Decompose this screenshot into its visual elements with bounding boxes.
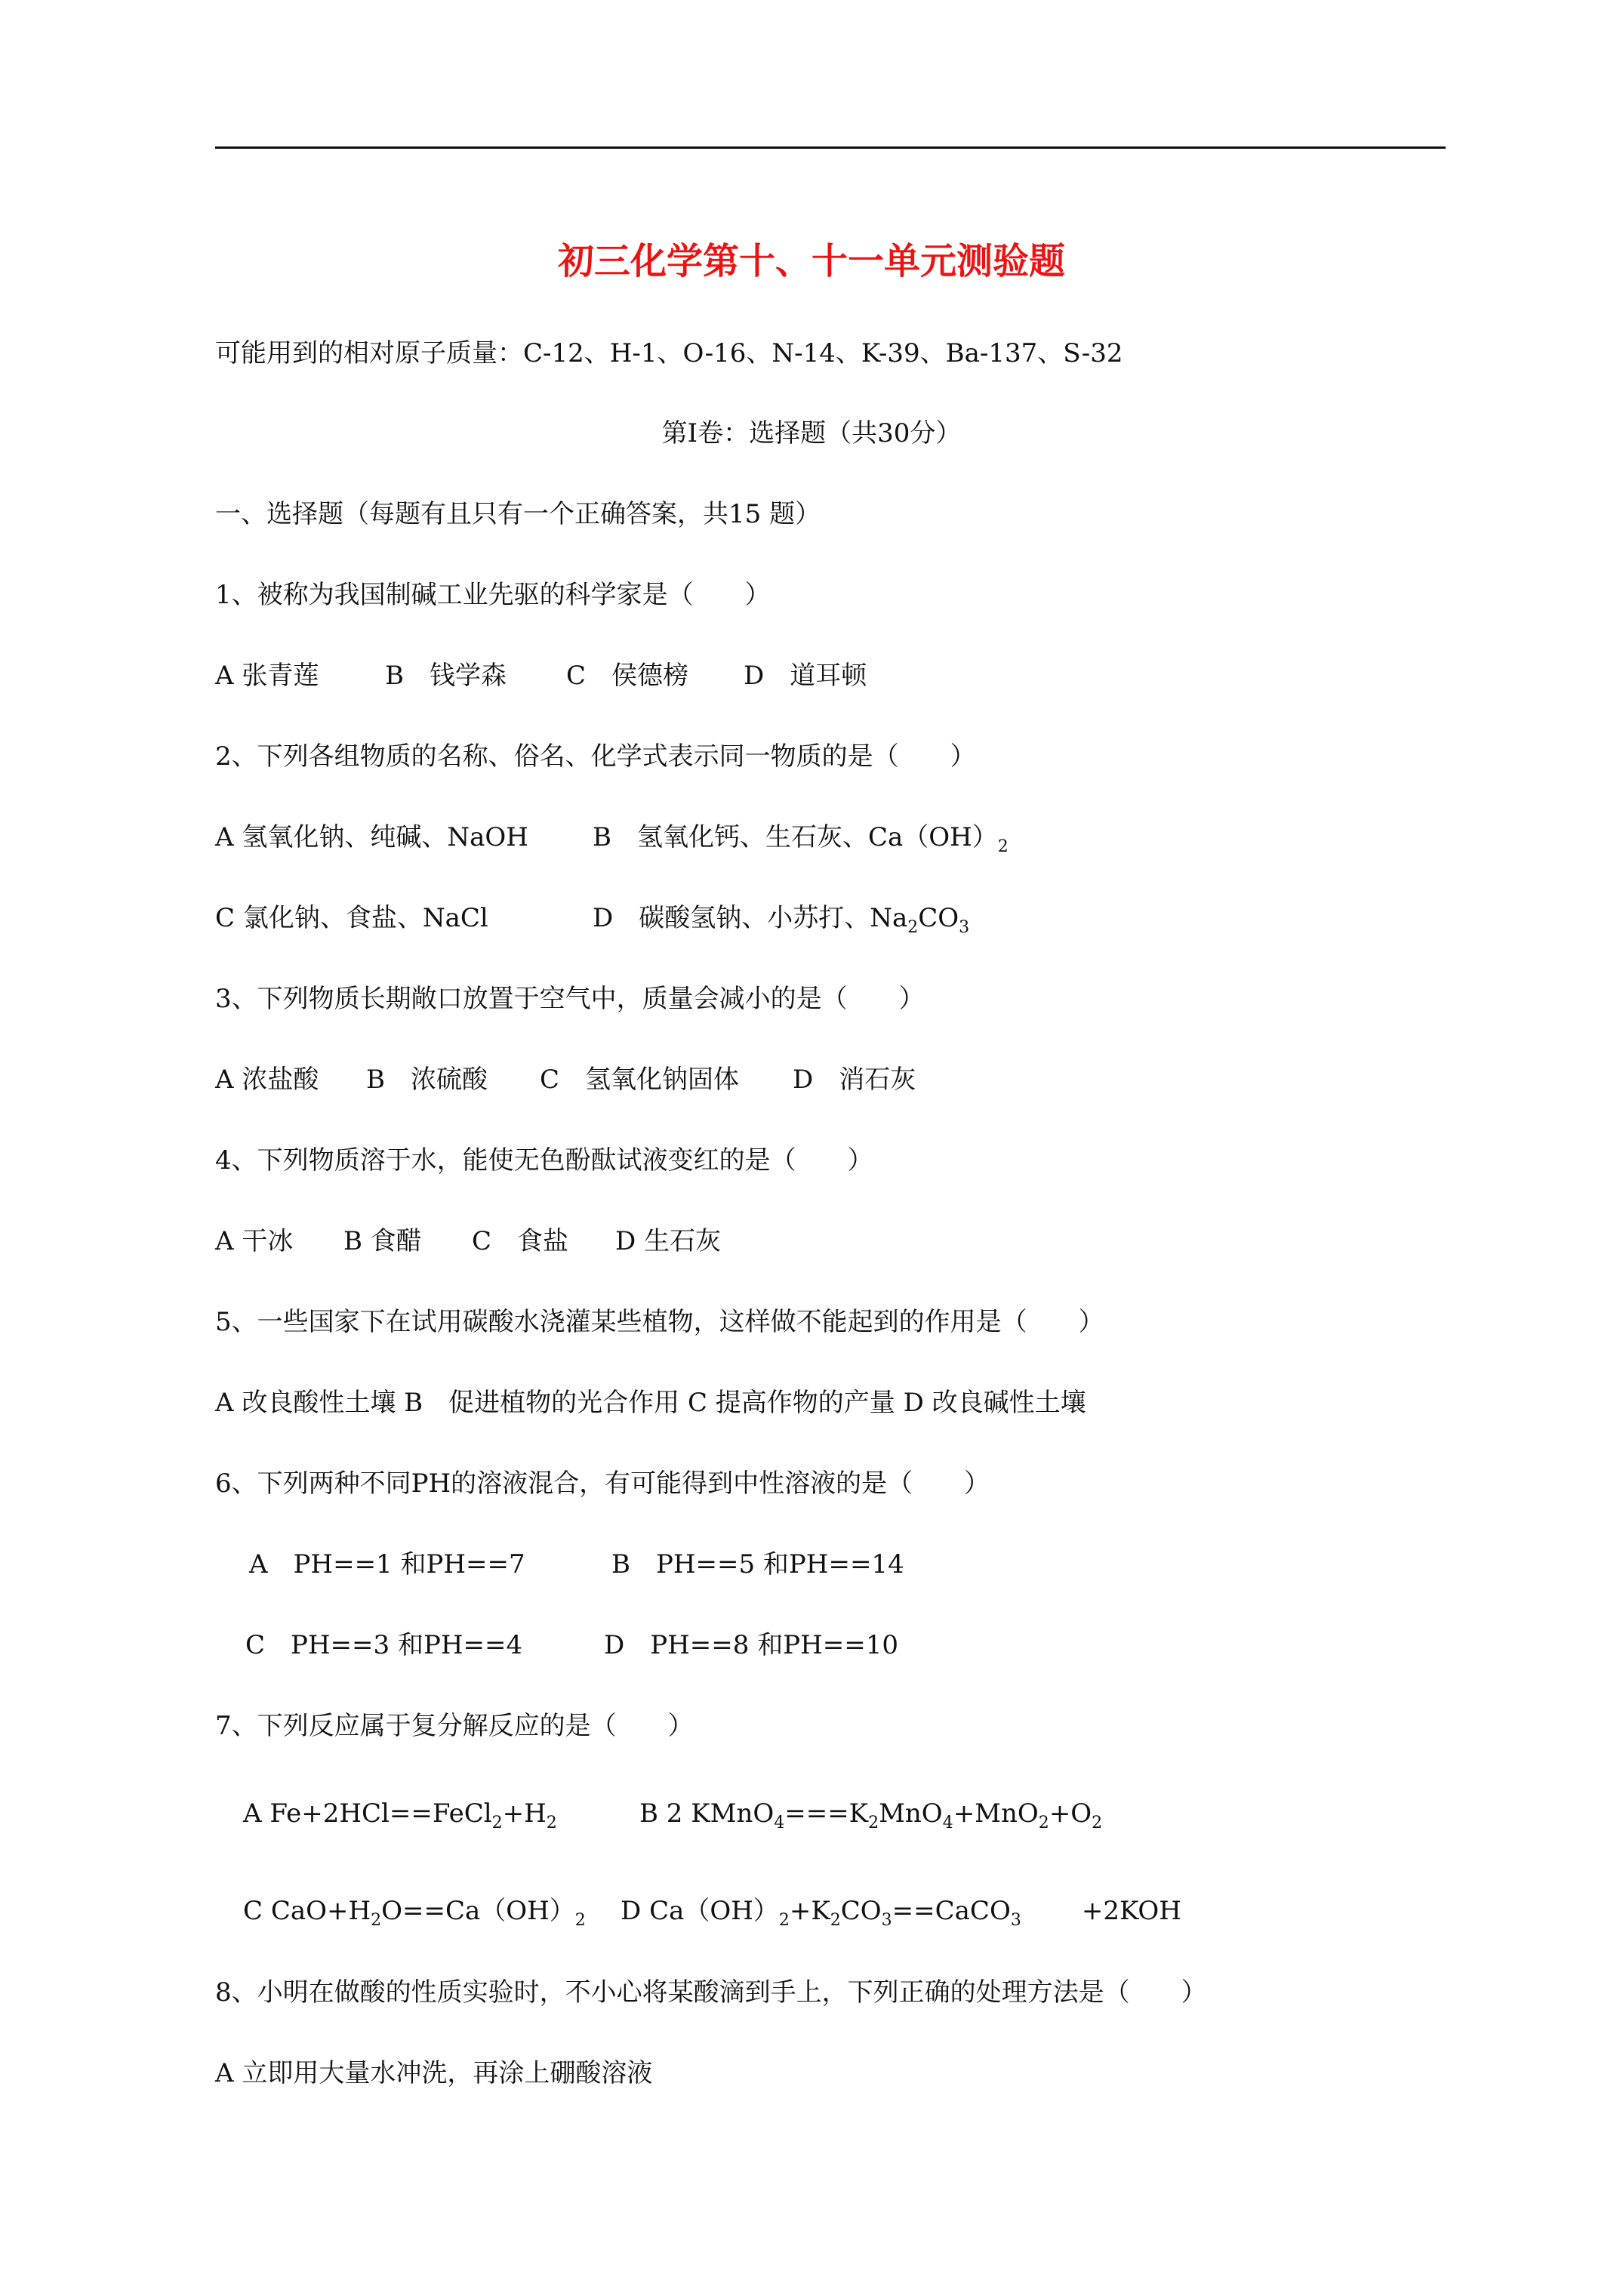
q4-option-c: C 食盐 [472, 1226, 569, 1256]
q2-option-b-text: B 氢氧化钙、生石灰、Ca（OH） [593, 822, 998, 852]
q7-d-part1: D Ca（OH） [621, 1896, 779, 1926]
q7-d-part4: ==CaCO [892, 1896, 1011, 1926]
q7-d-part3: CO [840, 1896, 882, 1926]
question-8-stem: 8、小明在做酸的性质实验时，不小心将某酸滴到手上，下列正确的处理方法是（ ） [215, 1977, 1207, 2008]
q3-option-d: D 消石灰 [793, 1065, 916, 1095]
q7-b-part5: +O [1049, 1798, 1092, 1829]
q7-a-sub1: 2 [491, 1814, 503, 1832]
q7-c-sub2: 2 [574, 1911, 586, 1930]
q1-option-d: D 道耳顿 [744, 661, 867, 691]
q2-option-d-text: D 碳酸氢钠、小苏打、Na [593, 903, 908, 933]
q7-d-part2: +K [789, 1896, 830, 1926]
atomic-masses: 可能用到的相对原子质量：C-12、H-1、O-16、N-14、K-39、Ba-137、S-32 [215, 338, 1123, 368]
q7-b-part3: MnO [879, 1798, 943, 1829]
q6-option-c: C PH==3 和PH==4 [245, 1630, 523, 1660]
q7-b-part4: +MnO [953, 1798, 1039, 1829]
question-1-stem: 1、被称为我国制碱工业先驱的科学家是（ ） [215, 580, 771, 610]
q7-b-sub5: 2 [1092, 1814, 1103, 1832]
q7-c-part1: C CaO+H [243, 1896, 371, 1926]
q8-option-a: A 立即用大量水冲洗，再涂上硼酸溶液 [215, 2058, 653, 2088]
q7-b-part2: ===K [784, 1798, 869, 1829]
q7-d-sub1: 2 [778, 1911, 790, 1930]
question-2-options-cd [215, 901, 969, 945]
q7-option-b [639, 1797, 1102, 1840]
q7-b-part1: B 2 KMnO [639, 1798, 775, 1829]
q7-d-sub4: 3 [1010, 1911, 1021, 1930]
q1-option-c: C 侯德榜 [566, 661, 689, 691]
q2-option-b [593, 821, 1009, 864]
question-1-options [215, 659, 867, 692]
question-3-stem: 3、下列物质长期敞口放置于空气中，质量会减小的是（ ） [215, 984, 925, 1014]
question-7-options-ab [243, 1797, 1102, 1840]
q7-b-sub3: 4 [942, 1814, 953, 1832]
question-2-options-ab [215, 821, 1009, 864]
page-title: 初三化学第十、十一单元测验题 [557, 240, 1065, 282]
q7-b-sub1: 4 [774, 1814, 785, 1832]
q2-option-c: C 氯化钠、食盐、NaCl [215, 903, 488, 933]
q6-option-b: B PH==5 和PH==14 [611, 1549, 904, 1579]
question-4-stem: 4、下列物质溶于水，能使无色酚酞试液变红的是（ ） [215, 1145, 873, 1176]
q1-option-b: B 钱学森 [385, 661, 507, 691]
q7-d-sub2: 2 [830, 1911, 841, 1930]
question-3-options [215, 1063, 916, 1096]
q7-a-part1: A Fe+2HCl==FeCl [243, 1798, 492, 1829]
q2-option-b-sub: 2 [997, 837, 1009, 856]
q2-option-d-sub1: 2 [907, 918, 919, 937]
question-6-options-ab [249, 1548, 904, 1581]
q7-a-part2: +H [502, 1798, 547, 1829]
q2-option-a: A 氢氧化钠、纯碱、NaOH [215, 822, 528, 852]
q7-option-c [243, 1894, 621, 1937]
q3-option-b: B 浓硫酸 [366, 1065, 488, 1095]
q6-option-a: A PH==1 和PH==7 [249, 1549, 525, 1579]
q3-option-a: A 浓盐酸 [215, 1065, 319, 1095]
question-2-stem: 2、下列各组物质的名称、俗名、化学式表示同一物质的是（ ） [215, 741, 976, 772]
q7-c-sub1: 2 [371, 1911, 382, 1930]
question-6-options-cd [245, 1629, 898, 1662]
q2-option-d-mid: CO [918, 903, 959, 933]
q4-option-a: A 干冰 [215, 1226, 294, 1256]
question-7-stem: 7、下列反应属于复分解反应的是（ ） [215, 1711, 694, 1741]
q2-option-d-sub2: 3 [959, 918, 970, 937]
q6-option-d: D PH==8 和PH==10 [604, 1630, 898, 1660]
question-4-options [215, 1225, 721, 1258]
q7-c-part2: O==Ca（OH） [381, 1896, 575, 1926]
question-5-options: A 改良酸性土壤 B 促进植物的光合作用 C 提高作物的产量 D 改良碱性土壤 [215, 1388, 1086, 1418]
q3-option-c: C 氢氧化钠固体 [540, 1065, 740, 1095]
q4-option-b: B 食醋 [343, 1226, 422, 1256]
question-7-options-cd [243, 1894, 1181, 1937]
q7-a-sub2: 2 [546, 1814, 557, 1832]
q7-d-sub3: 3 [881, 1911, 892, 1930]
q7-option-d [621, 1894, 1181, 1937]
q7-d-part5: +2KOH [1081, 1896, 1181, 1926]
question-5-stem: 5、一些国家下在试用碳酸水浇灌某些植物，这样做不能起到的作用是（ ） [215, 1307, 1104, 1337]
header-rule [215, 146, 1446, 149]
q1-option-a: A 张青莲 [215, 661, 319, 691]
section-heading: 第Ⅰ卷：选择题（共30分） [661, 418, 962, 448]
question-6-stem: 6、下列两种不同PH的溶液混合，有可能得到中性溶液的是（ ） [215, 1469, 990, 1499]
q7-option-a [243, 1797, 639, 1840]
q7-b-sub2: 2 [868, 1814, 879, 1832]
q7-b-sub4: 2 [1038, 1814, 1049, 1832]
q2-option-d [593, 901, 969, 945]
q4-option-d: D 生石灰 [615, 1226, 722, 1256]
part-heading: 一、选择题（每题有且只有一个正确答案，共15 题） [215, 499, 821, 529]
